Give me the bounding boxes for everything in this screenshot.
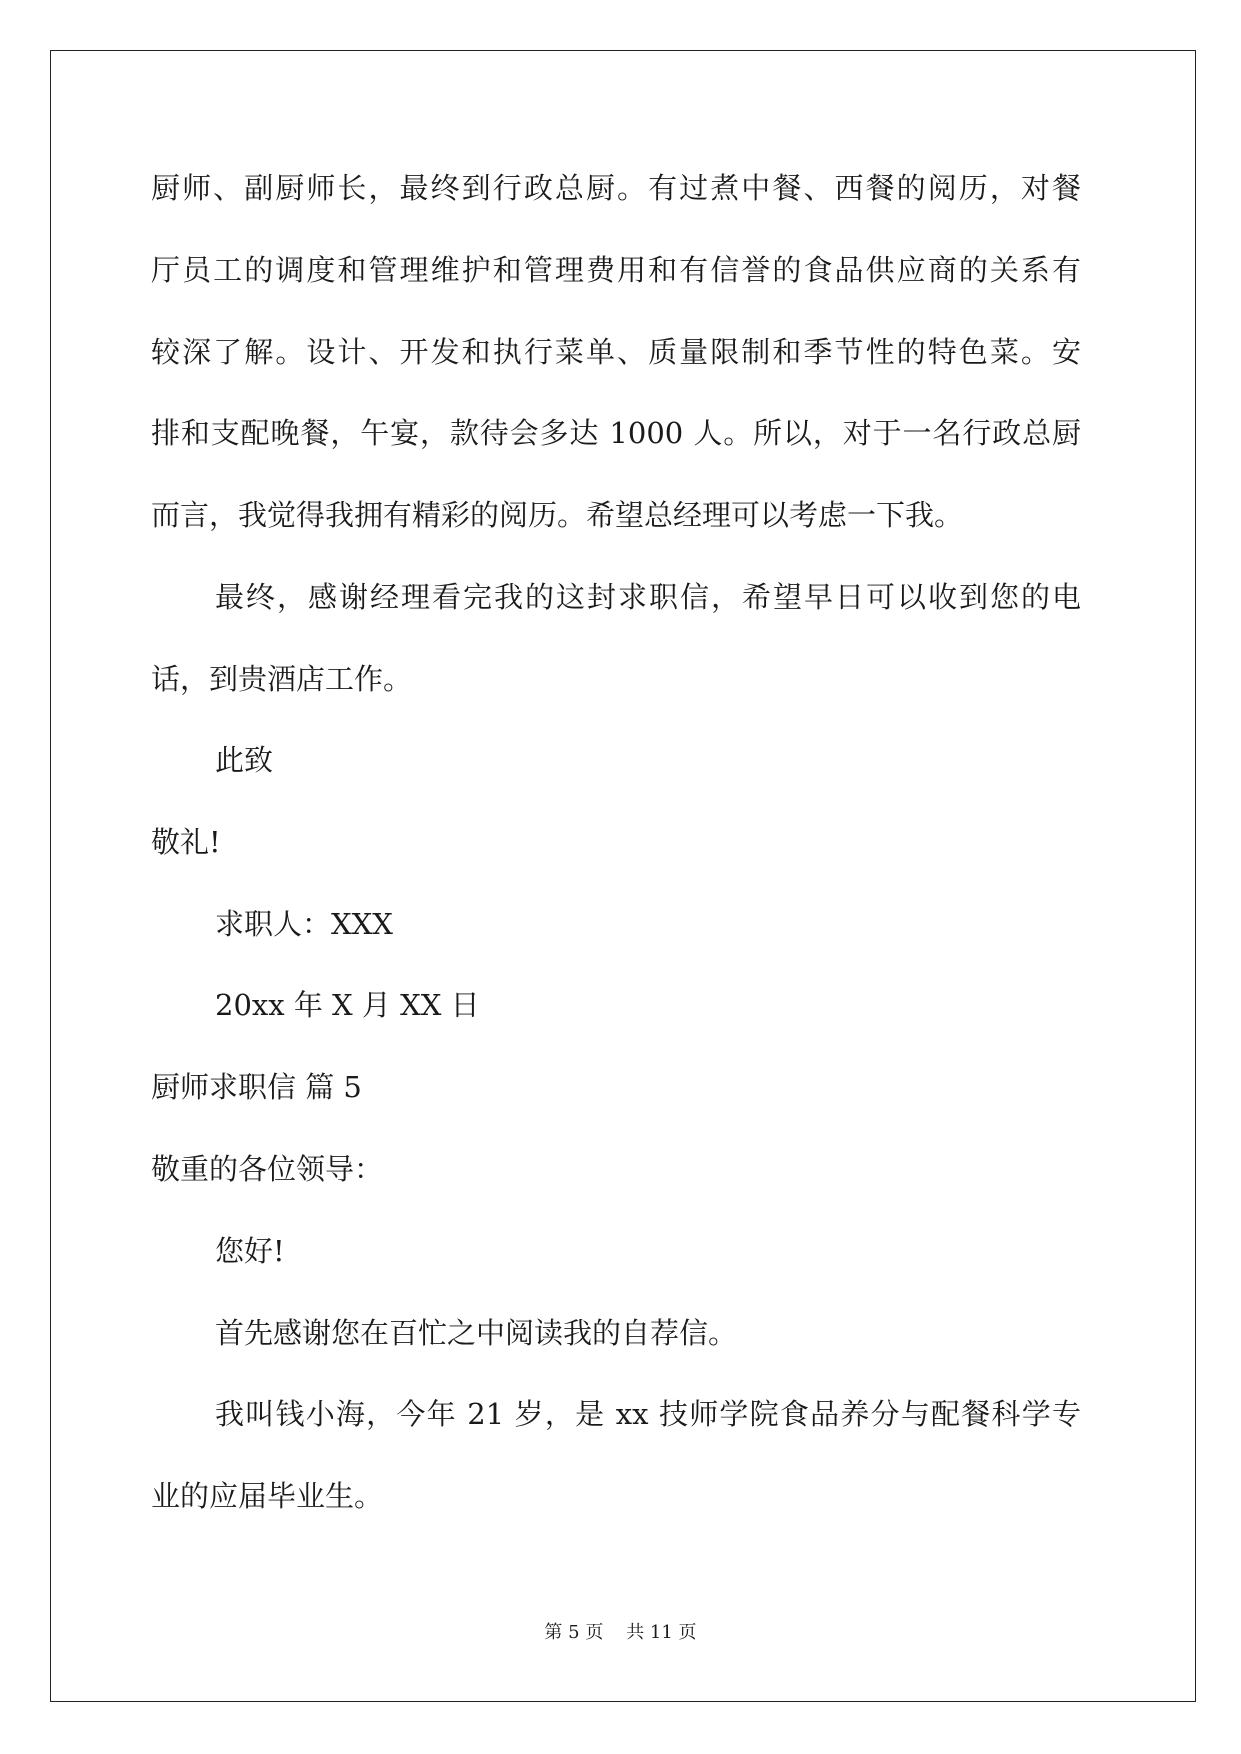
applicant-signature: 求职人：XXX xyxy=(215,907,393,941)
paragraph-line: 首先感谢您在百忙之中阅读我的自荐信。 xyxy=(215,1316,738,1350)
closing-respect: 敬礼! xyxy=(151,825,221,859)
closing-salutation: 此致 xyxy=(215,743,274,777)
paragraph-line: 厨师、副厨师长，最终到行政总厨。有过煮中餐、西餐的阅历，对餐 xyxy=(151,171,1081,205)
letter-date: 20xx 年 X 月 XX 日 xyxy=(215,988,480,1022)
section-title: 厨师求职信 篇 5 xyxy=(151,1070,362,1104)
paragraph-line: 话，到贵酒店工作。 xyxy=(151,662,413,696)
page-number-footer: 第 5 页 共 11 页 xyxy=(544,1622,697,1643)
page-border xyxy=(50,50,1196,1702)
greeting: 敬重的各位领导： xyxy=(151,1152,384,1186)
paragraph-line: 厅员工的调度和管理维护和管理费用和有信誉的食品供应商的关系有 xyxy=(151,253,1081,287)
paragraph-line: 排和支配晚餐，午宴，款待会多达 1000 人。所以，对于一名行政总厨 xyxy=(151,416,1081,450)
greeting-hello: 您好! xyxy=(215,1234,285,1268)
paragraph-line: 而言，我觉得我拥有精彩的阅历。希望总经理可以考虑一下我。 xyxy=(151,498,964,532)
paragraph-line: 我叫钱小海，今年 21 岁，是 xx 技师学院食品养分与配餐科学专 xyxy=(215,1397,1081,1431)
paragraph-line: 业的应届毕业生。 xyxy=(151,1479,384,1513)
paragraph-line: 较深了解。设计、开发和执行菜单、质量限制和季节性的特色菜。安 xyxy=(151,335,1081,369)
paragraph-line: 最终，感谢经理看完我的这封求职信，希望早日可以收到您的电 xyxy=(215,580,1081,614)
